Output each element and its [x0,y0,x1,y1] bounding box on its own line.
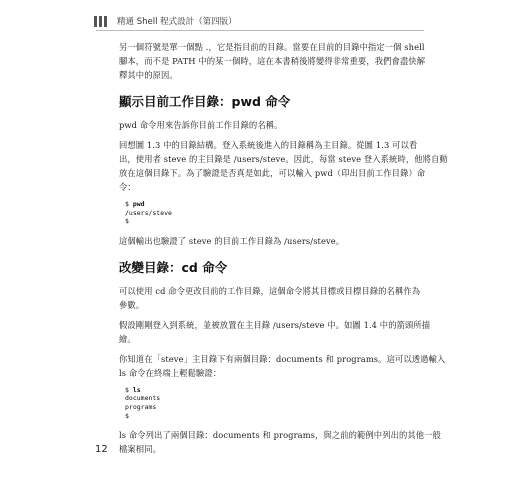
cd-login-paragraph: 假設剛剛登入到系統，並被放置在主目錄 /users/steve 中。如圖 1.4 中的箭頭所描 繪。 [119,319,431,344]
page-content [119,40,448,462]
code-block-pwd: $ pwd /users/steve $ [125,200,172,226]
pwd-result: 這個輸出也驗證了 steve 的目前工作目錄為 /users/steve。 [119,235,345,246]
page-number: 12 [95,444,108,455]
pwd-explanation: 回想圖 1.3 中的目錄結構。登入系統後進入的目錄稱為主目錄。從圖 1.3 可以看 出，使用者 steve 的主目錄是 /users/steve。因此，每當 steve 登入系統時，他將自動 放在這個目錄下。為了驗證是否真是如此，可以輸入 pwd（印出目前工作目錄）命 令： [119,140,448,192]
section-heading-pwd: 顯示目前工作目錄：pwd 命令 [119,94,291,109]
book-title: 精通 Shell 程式設計（第四版） [117,17,237,27]
code-block-ls: $ ls documents programs $ [125,385,161,420]
intro-paragraph: 另一個符號是單一個點 .，它是指目前的目錄。當要在目前的目錄中指定一個 shell 腳本，而不是 PATH 中的某一個時，這在本書稍後將變得非常重要，我們會盡快解 釋其中的原因。 [119,42,426,80]
cd-subdirs-paragraph: 你知道在「steve」主目錄下有兩個目錄：documents 和 programs。這可以透過輸入 ls 命令在終端上輕鬆驗證： [119,353,446,378]
header-rule [96,30,424,31]
pwd-description: pwd 命令用來告訴你目前工作目錄的名稱。 [119,120,283,130]
cd-description: 可以使用 cd 命令更改目前的工作目錄，這個命令將其目標或目標目錄的名稱作為 參數。 [119,285,421,310]
ls-result: ls 命令列出了兩個目錄：documents 和 programs，與之前的範例中列出的其他一般 檔案相同。 [119,430,441,455]
section-heading-cd: 改變目錄：cd 命令 [119,259,228,275]
page-header [0,0,520,36]
